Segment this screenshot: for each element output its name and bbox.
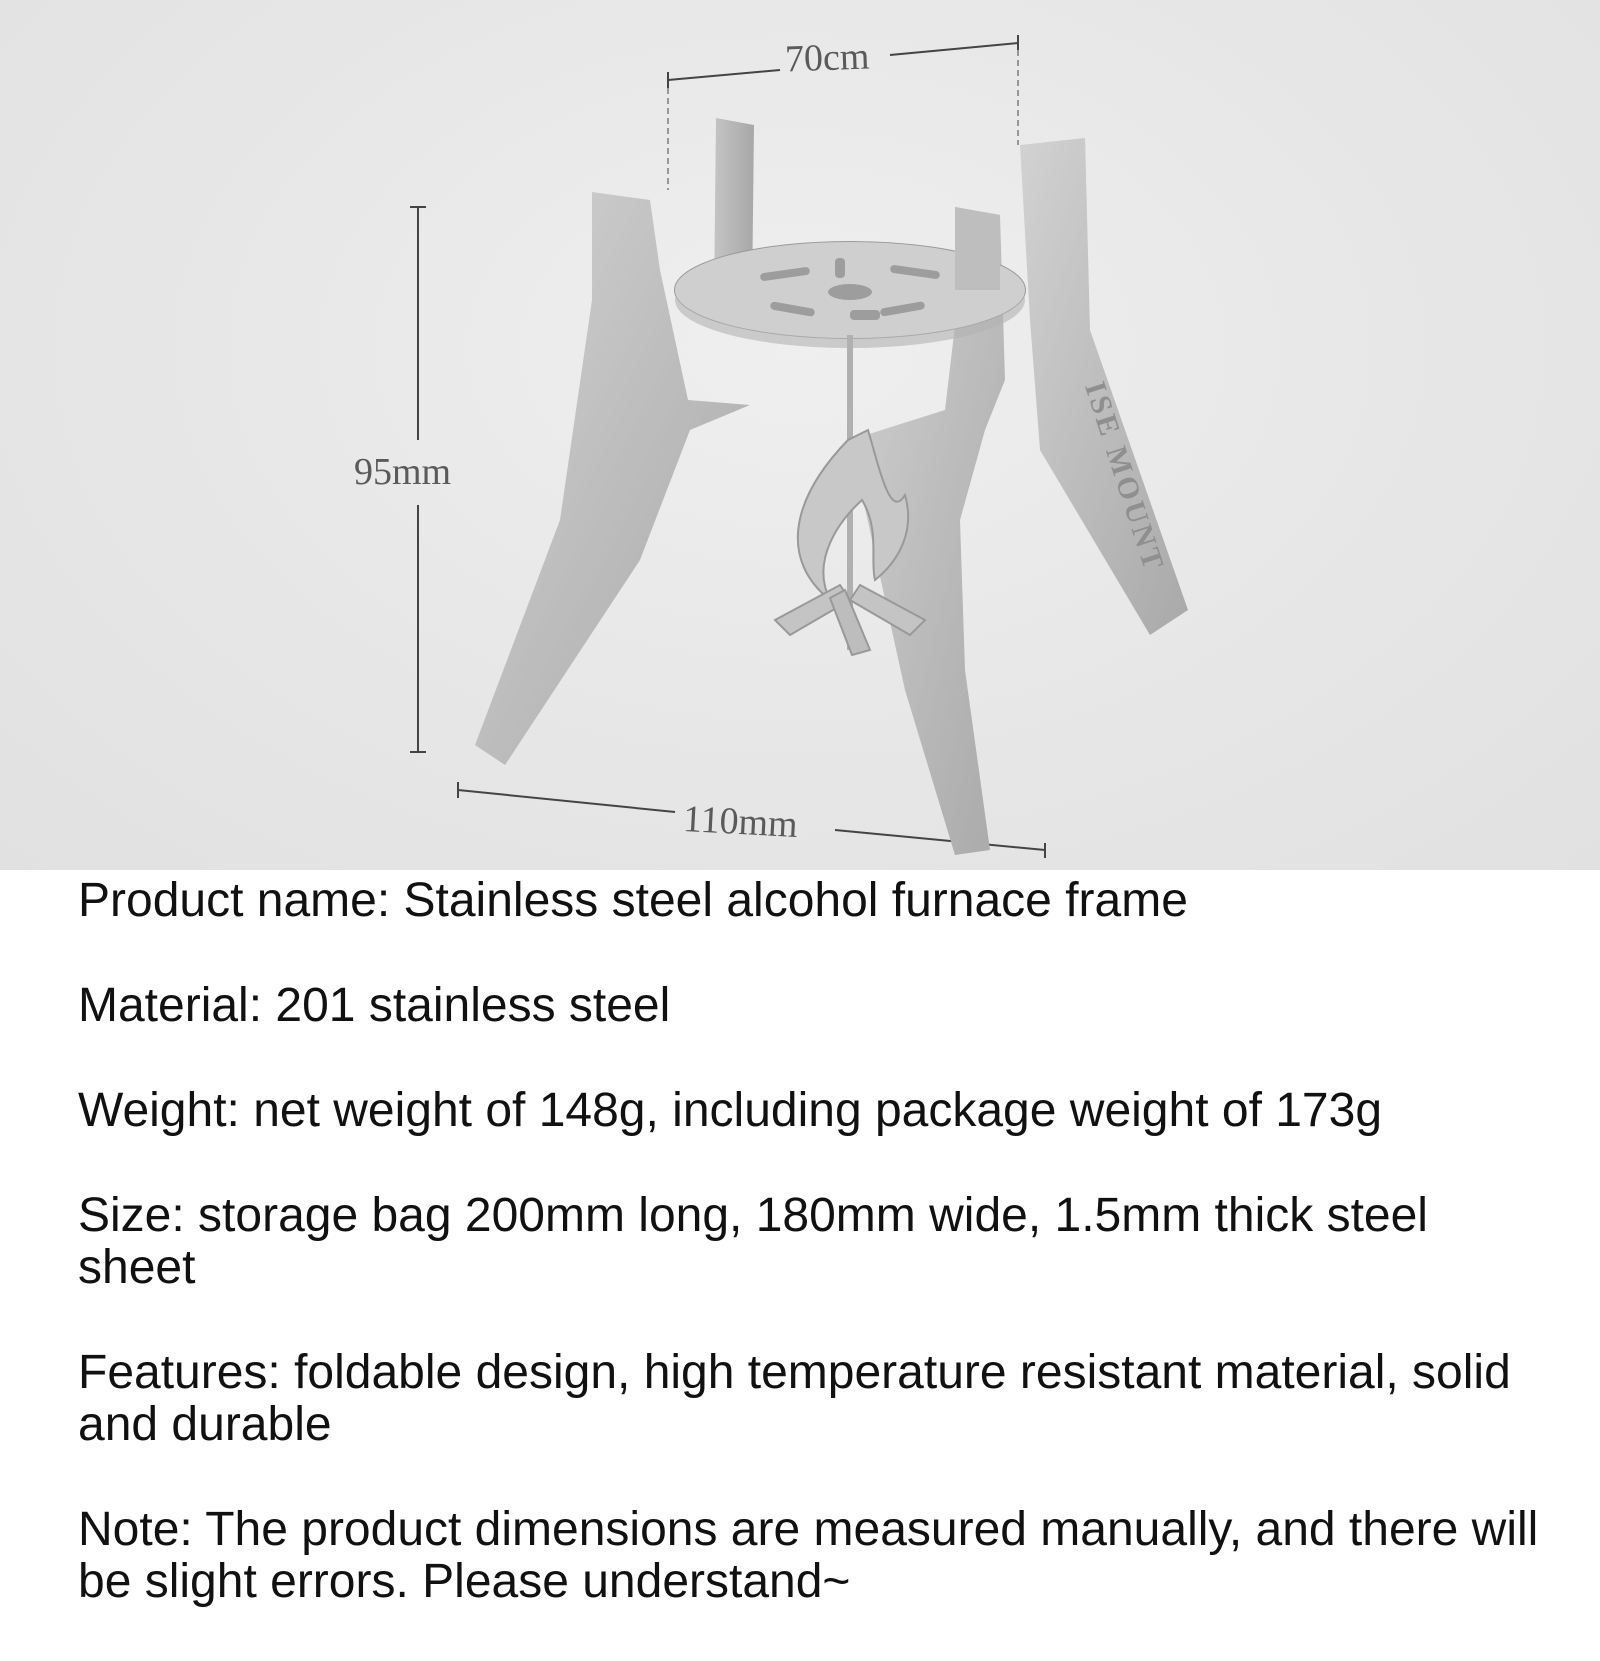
top-width-label: 70cm: [784, 35, 871, 81]
height-label: 95mm: [354, 451, 452, 493]
spec-features: Features: foldable design, high temperature resistant material, solid and durable: [78, 1346, 1511, 1451]
spec-product-name: Product name: Stainless steel alcohol furnace frame: [78, 874, 1188, 927]
brand-engraving: ISE MOUNT: [1078, 377, 1171, 577]
spec-size: Size: storage bag 200mm long, 180mm wide, 1.5mm thick steel sheet: [78, 1189, 1428, 1294]
spec-note: Note: The product dimensions are measured manually, and there will be slight errors. Please understand~: [78, 1503, 1539, 1608]
spec-weight: Weight: net weight of 148g, including package weight of 173g: [78, 1084, 1383, 1137]
spec-material: Material: 201 stainless steel: [78, 979, 671, 1032]
spec-list: [78, 875, 1558, 1661]
base-width-label: 110mm: [681, 798, 799, 846]
